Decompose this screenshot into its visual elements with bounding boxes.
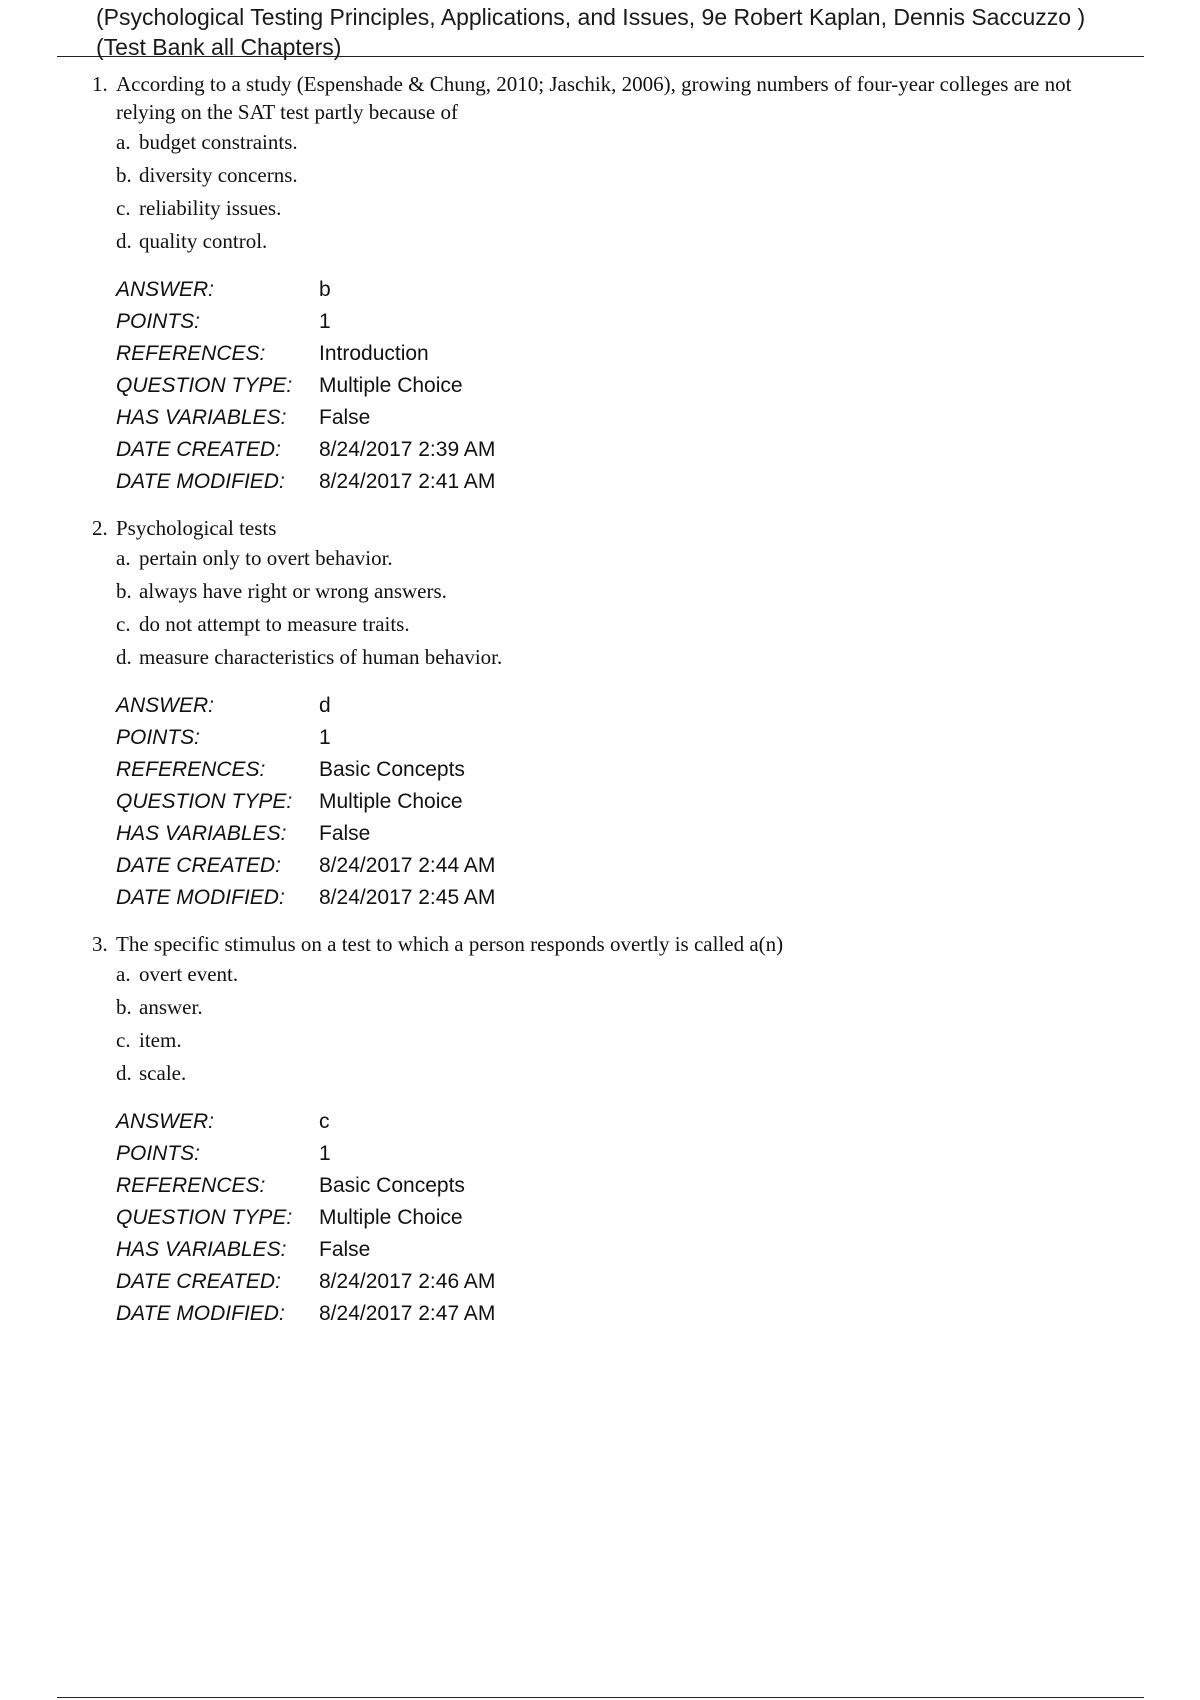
choice-letter: d. [116, 229, 132, 253]
choice-list [116, 128, 1132, 260]
meta-label: DATE MODIFIED: [116, 1302, 285, 1325]
meta-label: REFERENCES: [116, 758, 266, 781]
meta-label: DATE CREATED: [116, 854, 281, 877]
choice-b [116, 161, 1132, 194]
choice-text: scale. [139, 1061, 187, 1085]
choice-a [116, 960, 1132, 993]
choice-b [116, 577, 1132, 610]
question-3 [92, 930, 1132, 1330]
question-stem [92, 930, 1132, 958]
has-variables-value: False [319, 406, 371, 429]
answer-metadata [116, 690, 1132, 914]
footer-divider [57, 1697, 1144, 1698]
choice-a [116, 128, 1132, 161]
choice-d [116, 643, 1132, 676]
meta-date-created [116, 850, 1132, 882]
meta-label: DATE CREATED: [116, 438, 281, 461]
answer-value: b [319, 278, 331, 301]
meta-points [116, 722, 1132, 754]
meta-references [116, 1170, 1132, 1202]
date-created-value: 8/24/2017 2:44 AM [319, 854, 496, 877]
choice-text: always have right or wrong answers. [139, 579, 447, 603]
meta-answer [116, 274, 1132, 306]
choice-letter: b. [116, 995, 132, 1019]
meta-question-type [116, 1202, 1132, 1234]
meta-label: HAS VARIABLES: [116, 1238, 287, 1261]
date-created-value: 8/24/2017 2:39 AM [319, 438, 496, 461]
choice-d [116, 227, 1132, 260]
points-value: 1 [319, 1142, 331, 1165]
references-value: Basic Concepts [319, 1174, 465, 1197]
meta-label: DATE MODIFIED: [116, 886, 285, 909]
question-number: 1. [92, 72, 108, 96]
choice-c [116, 1026, 1132, 1059]
has-variables-value: False [319, 1238, 371, 1261]
choice-letter: a. [116, 546, 131, 570]
choice-c [116, 610, 1132, 643]
meta-label: ANSWER: [116, 1110, 215, 1133]
meta-date-modified [116, 882, 1132, 914]
meta-label: HAS VARIABLES: [116, 406, 287, 429]
date-modified-value: 8/24/2017 2:45 AM [319, 886, 496, 909]
meta-label: QUESTION TYPE: [116, 1206, 293, 1229]
meta-references [116, 338, 1132, 370]
choice-text: answer. [139, 995, 203, 1019]
choice-letter: a. [116, 962, 131, 986]
meta-points [116, 1138, 1132, 1170]
question-text: Psychological tests [116, 516, 277, 540]
meta-date-modified [116, 1298, 1132, 1330]
choice-letter: c. [116, 1028, 131, 1052]
question-stem [92, 70, 1132, 126]
choice-letter: c. [116, 612, 131, 636]
document-header [96, 2, 1156, 62]
choice-text: reliability issues. [139, 196, 282, 220]
question-text: The specific stimulus on a test to which a person responds overtly is called a(n) [116, 932, 784, 956]
question-number: 3. [92, 932, 108, 956]
question-text: According to a study (Espenshade & Chung, 2010; Jaschik, 2006), growing numbers of four-year colleges are not relying on the SAT test partly because of [116, 72, 1072, 124]
choice-letter: d. [116, 1061, 132, 1085]
choice-letter: b. [116, 579, 132, 603]
date-modified-value: 8/24/2017 2:41 AM [319, 470, 496, 493]
choice-a [116, 544, 1132, 577]
choice-text: do not attempt to measure traits. [139, 612, 410, 636]
meta-label: QUESTION TYPE: [116, 374, 293, 397]
meta-label: POINTS: [116, 310, 201, 333]
question-2 [92, 514, 1132, 914]
meta-label: ANSWER: [116, 278, 215, 301]
points-value: 1 [319, 310, 331, 333]
question-1 [92, 70, 1132, 498]
meta-label: REFERENCES: [116, 1174, 266, 1197]
meta-answer [116, 1106, 1132, 1138]
meta-has-variables [116, 1234, 1132, 1266]
meta-date-created [116, 434, 1132, 466]
choice-letter: c. [116, 196, 131, 220]
meta-question-type [116, 370, 1132, 402]
choice-letter: a. [116, 130, 131, 154]
meta-label: ANSWER: [116, 694, 215, 717]
choice-text: diversity concerns. [139, 163, 298, 187]
choice-c [116, 194, 1132, 227]
question-stem [92, 514, 1132, 542]
answer-metadata [116, 274, 1132, 498]
meta-label: QUESTION TYPE: [116, 790, 293, 813]
question-type-value: Multiple Choice [319, 1206, 463, 1229]
choice-d [116, 1059, 1132, 1092]
choice-letter: d. [116, 645, 132, 669]
meta-has-variables [116, 402, 1132, 434]
choice-list [116, 960, 1132, 1092]
choice-text: item. [139, 1028, 182, 1052]
points-value: 1 [319, 726, 331, 749]
choice-text: measure characteristics of human behavior. [139, 645, 503, 669]
question-number: 2. [92, 516, 108, 540]
meta-date-modified [116, 466, 1132, 498]
header-divider [57, 56, 1144, 57]
meta-label: REFERENCES: [116, 342, 266, 365]
date-created-value: 8/24/2017 2:46 AM [319, 1270, 496, 1293]
choice-letter: b. [116, 163, 132, 187]
meta-date-created [116, 1266, 1132, 1298]
references-value: Basic Concepts [319, 758, 465, 781]
meta-label: DATE CREATED: [116, 1270, 281, 1293]
choice-text: quality control. [139, 229, 268, 253]
meta-references [116, 754, 1132, 786]
question-type-value: Multiple Choice [319, 790, 463, 813]
meta-label: POINTS: [116, 726, 201, 749]
header-subtitle: (Test Bank all Chapters) [96, 34, 342, 60]
meta-label: DATE MODIFIED: [116, 470, 285, 493]
meta-has-variables [116, 818, 1132, 850]
meta-answer [116, 690, 1132, 722]
meta-label: HAS VARIABLES: [116, 822, 287, 845]
choice-list [116, 544, 1132, 676]
meta-question-type [116, 786, 1132, 818]
references-value: Introduction [319, 342, 429, 365]
has-variables-value: False [319, 822, 371, 845]
choice-text: pertain only to overt behavior. [139, 546, 393, 570]
answer-metadata [116, 1106, 1132, 1330]
header-title: (Psychological Testing Principles, Applications, and Issues, 9e Robert Kaplan, Dennis Saccuzzo ) [96, 4, 1086, 30]
meta-label: POINTS: [116, 1142, 201, 1165]
answer-value: d [319, 694, 331, 717]
choice-b [116, 993, 1132, 1026]
date-modified-value: 8/24/2017 2:47 AM [319, 1302, 496, 1325]
meta-points [116, 306, 1132, 338]
choice-text: overt event. [139, 962, 239, 986]
choice-text: budget constraints. [139, 130, 298, 154]
question-type-value: Multiple Choice [319, 374, 463, 397]
question-list [0, 70, 1200, 1330]
answer-value: c [319, 1110, 330, 1133]
